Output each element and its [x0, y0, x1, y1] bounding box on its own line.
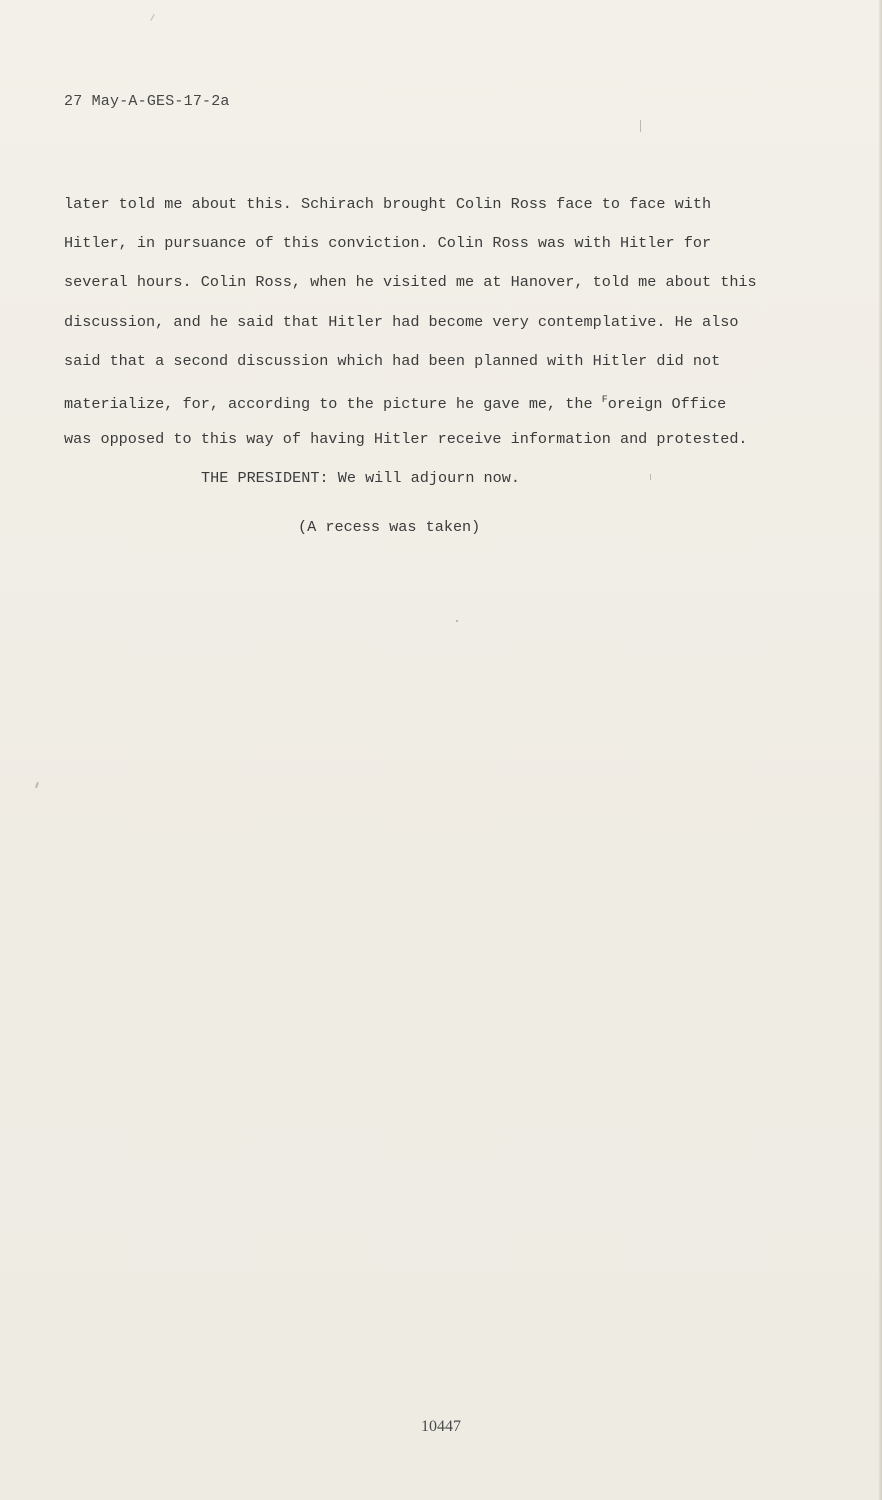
paper-speck: [35, 782, 39, 788]
page-edge-shadow: [878, 0, 882, 1500]
paper-speck: [650, 474, 651, 480]
paragraph-line: was opposed to this way of having Hitler receive information and protested.: [64, 430, 748, 449]
paper-speck: [640, 120, 641, 132]
paragraph-line: discussion, and he said that Hitler had become very contemplative. He also: [64, 312, 739, 331]
paragraph-line: later told me about this. Schirach brought Colin Ross face to face with: [64, 195, 712, 213]
superscript-letter: F: [601, 394, 608, 406]
paragraph-line: Hitler, in pursuance of this conviction. Colin Ross was with Hitler for: [64, 234, 712, 253]
paragraph-line: several hours. Colin Ross, when he visited me at Hanover, told me about this: [64, 273, 757, 292]
testimony-paragraph: [64, 185, 824, 499]
recess-note: (A recess was taken): [298, 518, 481, 536]
paragraph-line-end: oreign Office: [607, 394, 727, 413]
speaker-label: THE PRESIDENT:: [201, 469, 329, 488]
paper-speck: [150, 14, 154, 21]
paragraph-line: said that a second discussion which had been planned with Hitler did not: [64, 351, 721, 370]
page-number: 10447: [421, 1418, 461, 1435]
paragraph-line-with-superscript: [64, 381, 824, 420]
paragraph-line-start: materialize, for, according to the picture he gave me, the: [64, 394, 602, 413]
president-statement: [64, 459, 824, 498]
paper-speck: [456, 620, 458, 622]
document-id: 27 May-A-GES-17-2a: [64, 93, 230, 110]
speaker-text: We will adjourn now.: [328, 469, 521, 488]
